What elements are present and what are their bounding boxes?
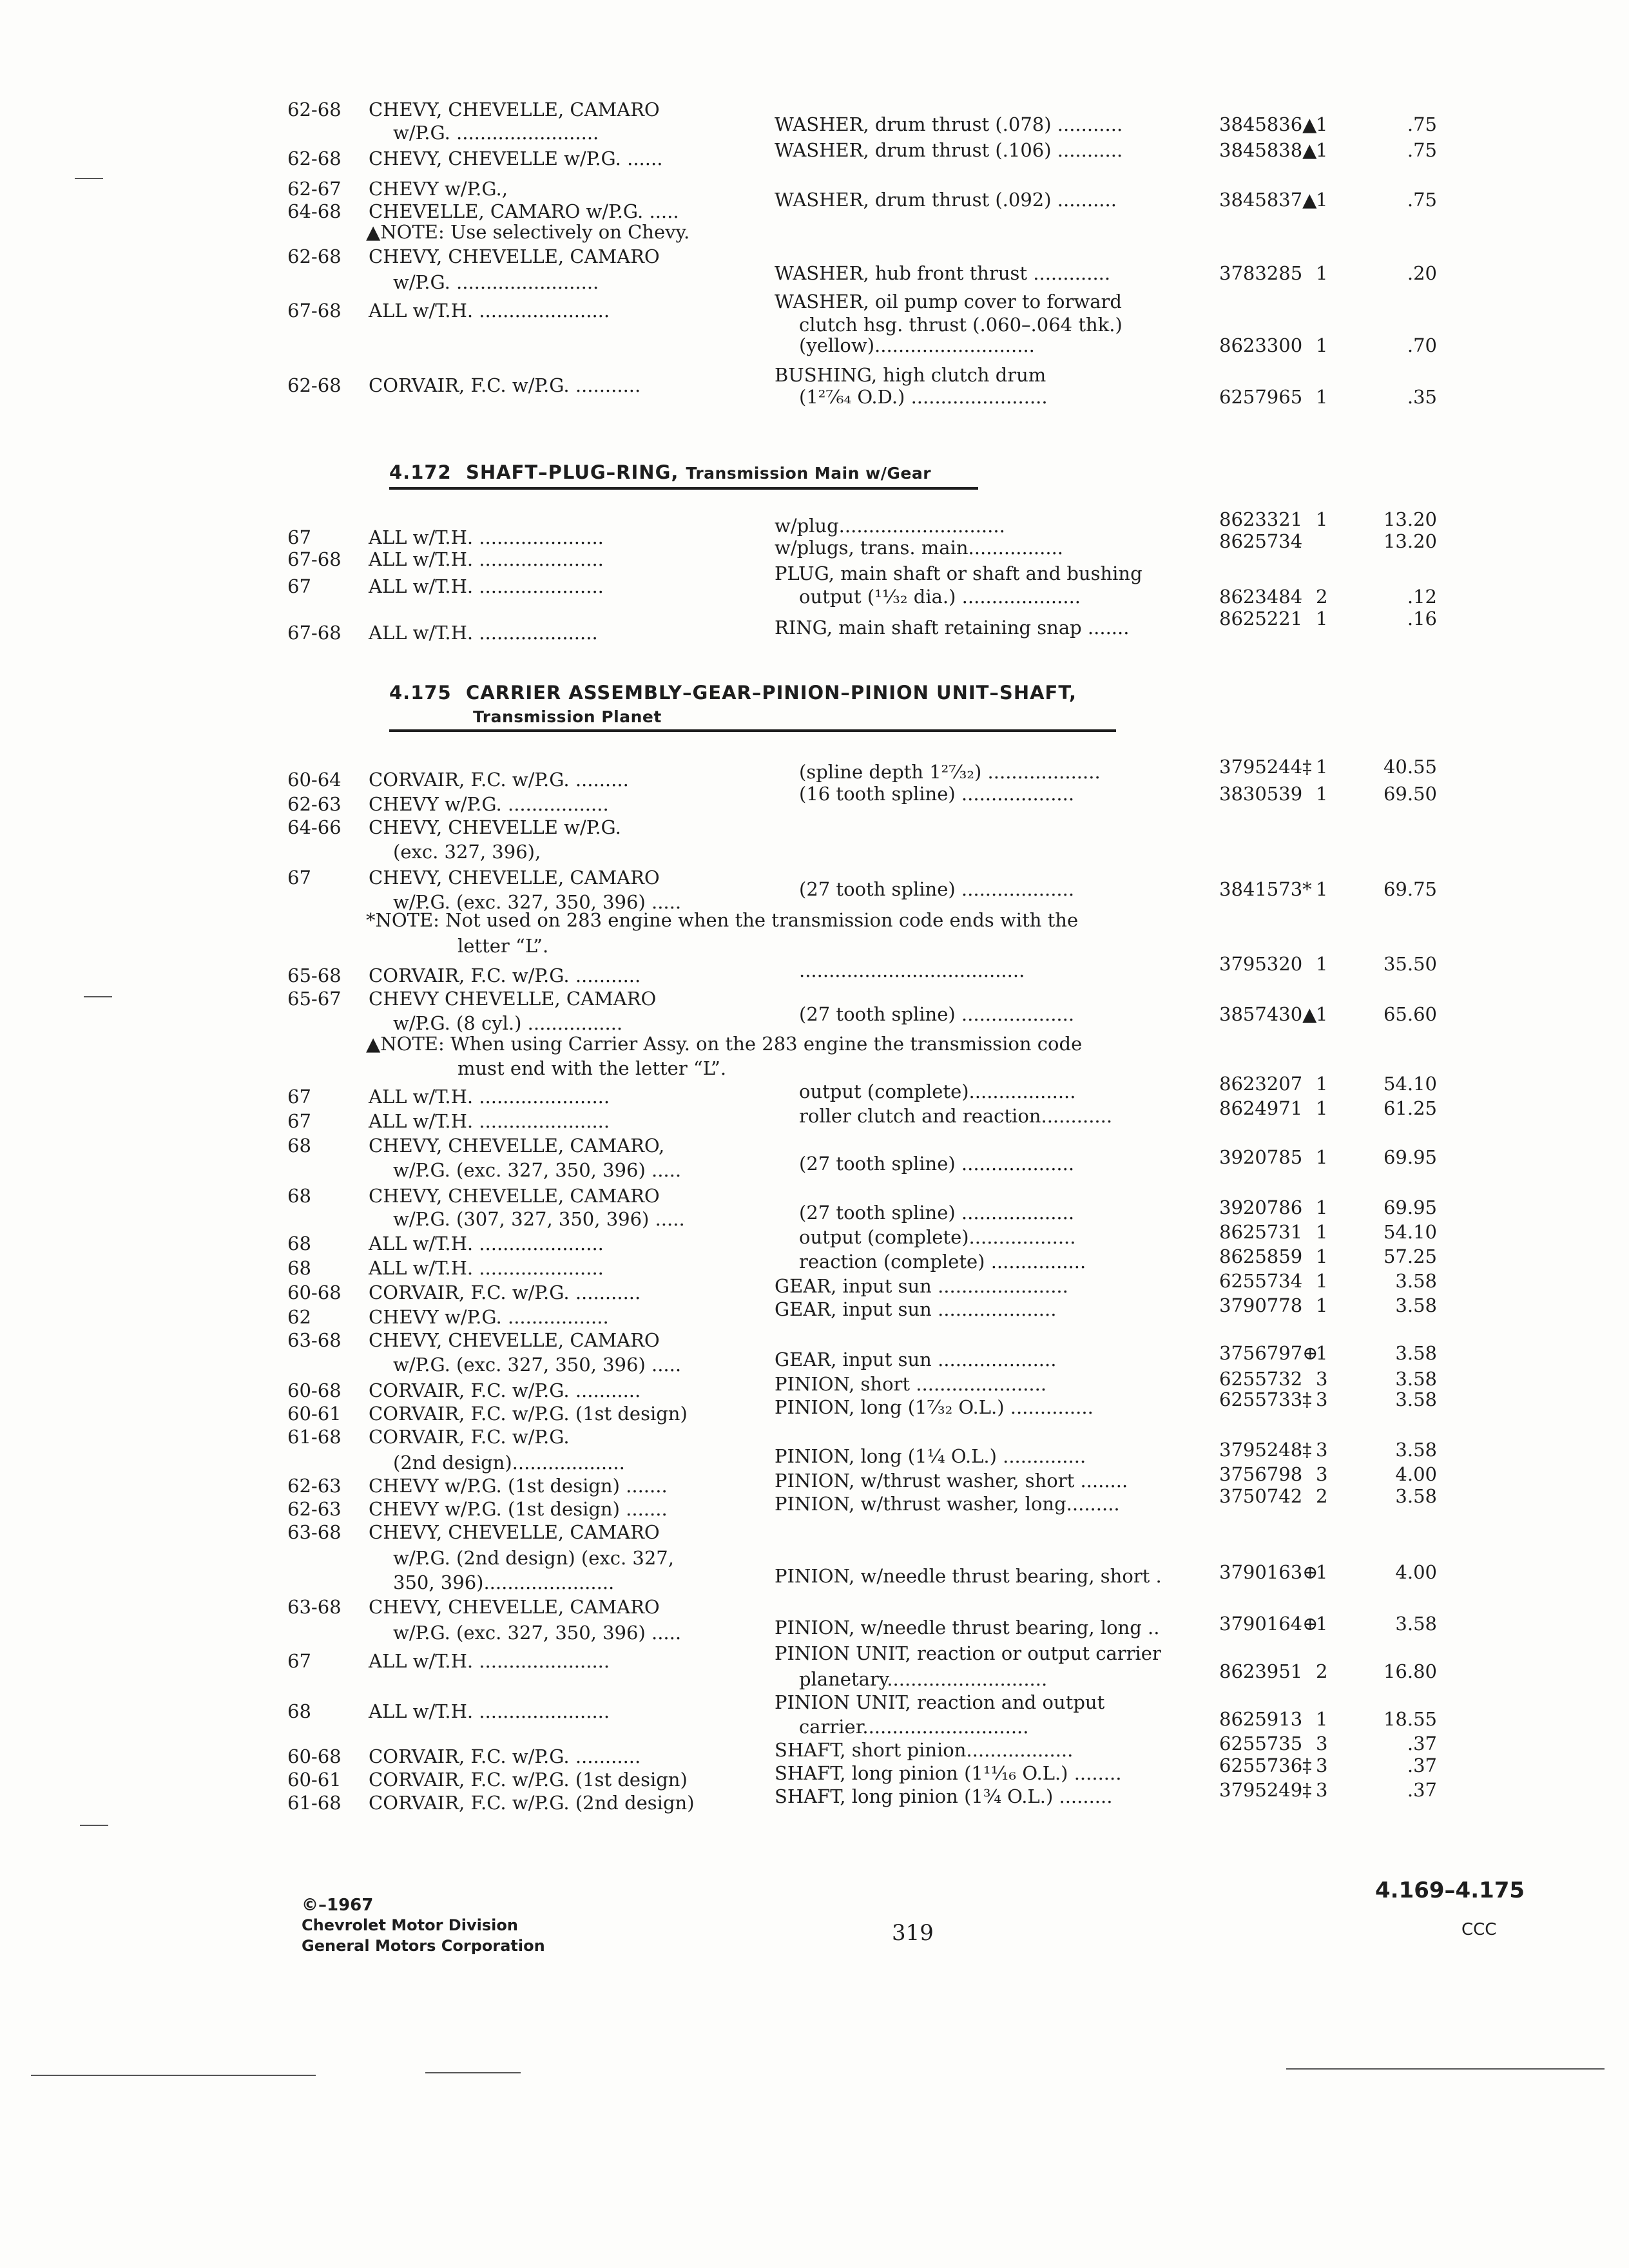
part-number: 8625913 [1219,1708,1303,1730]
model-continued: w/P.G. (8 cyl.) ................ [393,1012,623,1034]
scan-edge-line [425,2072,521,2073]
model: CHEVY w/P.G., [369,178,508,200]
price: 13.20 [1383,530,1437,552]
part-number: 8623484 [1219,586,1303,608]
model-year: 60-68 [287,1282,342,1303]
price: .37 [1407,1733,1437,1754]
quantity: 1 [1316,189,1328,211]
margin-mark [75,178,103,179]
description: RING, main shaft retaining snap ....... [775,617,1130,639]
model-year: 61-68 [287,1792,342,1814]
model: CORVAIR, F.C. w/P.G. (1st design) [369,1403,688,1425]
description: PINION, short ...................... [775,1373,1047,1395]
model-year: 60-61 [287,1769,342,1791]
part-number: 3790163⊕ [1219,1561,1318,1583]
description-continued: (27 tooth spline) ................... [799,1202,1075,1224]
description: WASHER, drum thrust (.078) ........... [775,113,1123,135]
quantity: 2 [1316,586,1328,608]
description-continued: (27 tooth spline) ................... [799,1003,1075,1025]
note: ▲NOTE: Use selectively on Chevy. [366,221,690,243]
price: 4.00 [1395,1463,1437,1485]
part-number: 8625731 [1219,1221,1303,1243]
quantity: 1 [1316,953,1328,975]
table-row [0,219,1629,245]
description: w/plugs, trans. main................ [775,537,1064,559]
quantity: 3 [1316,1439,1328,1461]
model-year: 64-66 [287,816,342,838]
model: ALL w/T.H. ..................... [369,526,604,548]
description: PINION UNIT, reaction or output carrier [775,1642,1161,1664]
table-row [0,332,1629,358]
table-row [0,1304,1629,1330]
model-year: 63-68 [287,1596,342,1618]
margin-mark [84,996,112,997]
note: ▲NOTE: When using Carrier Assy. on the 283 engine the transmission code [366,1033,1083,1055]
table-row [0,963,1629,988]
model-continued: w/P.G. (2nd design) (exc. 327, [393,1547,674,1569]
model-year: 64-68 [287,200,342,222]
description: PINION UNIT, reaction and output [775,1691,1105,1713]
price: 69.50 [1383,783,1437,805]
quantity: 3 [1316,1733,1328,1754]
description: WASHER, drum thrust (.092) .......... [775,189,1117,211]
model-continued: (2nd design)................... [393,1452,625,1474]
price: 3.58 [1395,1389,1437,1410]
price: 13.20 [1383,508,1437,530]
model-continued: w/P.G. ........................ [393,271,599,293]
quantity: 1 [1316,113,1328,135]
model: CHEVY w/P.G. (1st design) ....... [369,1498,668,1520]
price: 69.95 [1383,1196,1437,1218]
description: PINION, w/needle thrust bearing, short . [775,1565,1162,1587]
part-number: 8623207 [1219,1073,1303,1095]
table-row [0,1790,1629,1816]
model: CORVAIR, F.C. w/P.G. ......... [369,769,629,791]
model: CHEVY w/P.G. ................. [369,793,609,815]
model: ALL w/T.H. ...................... [369,1700,610,1722]
part-number: 3750742 [1219,1485,1303,1507]
description-continued: roller clutch and reaction............ [799,1105,1113,1127]
quantity: 1 [1316,1073,1328,1095]
quantity: 1 [1316,386,1328,408]
part-number: 3783285 [1219,262,1303,284]
description: WASHER, oil pump cover to forward [775,291,1122,312]
model-year: 67-68 [287,622,342,644]
table-row [0,1031,1629,1057]
description-continued: (27 tooth spline) ................... [799,1153,1075,1175]
model: ALL w/T.H. ...................... [369,1086,610,1108]
part-number: 3845837▲ [1219,189,1317,211]
quantity: 1 [1316,1146,1328,1168]
price: 54.10 [1383,1221,1437,1243]
part-number: 8623321 [1219,508,1303,530]
model: CHEVY CHEVELLE, CAMARO [369,988,657,1010]
price: 69.75 [1383,878,1437,900]
part-number: 3841573* [1219,878,1312,900]
part-number: 8625734 [1219,530,1303,552]
model: CHEVY, CHEVELLE, CAMARO [369,99,660,120]
note-continued: letter “L”. [458,935,549,957]
model: CHEVY, CHEVELLE, CAMARO [369,1185,660,1207]
description-continued: planetary........................... [799,1668,1048,1690]
copyright: ©–1967 [302,1896,374,1915]
section-underline [389,729,1116,732]
quantity: 1 [1316,1342,1328,1364]
description: GEAR, input sun ...................... [775,1275,1068,1297]
model: ALL w/T.H. ..................... [369,548,604,570]
model: CORVAIR, F.C. w/P.G. ........... [369,1745,641,1767]
page-range: 4.169–4.175 [1375,1878,1525,1903]
part-number: 8625221 [1219,608,1303,629]
section-number: 4.175 [389,682,452,704]
quantity: 3 [1316,1463,1328,1485]
price: 16.80 [1383,1660,1437,1682]
price: .35 [1407,386,1437,408]
model-year: 60-68 [287,1379,342,1401]
model-year: 60-68 [287,1745,342,1767]
table-row [0,791,1629,817]
quantity: 1 [1316,334,1328,356]
model-year: 67 [287,1086,311,1108]
quantity: 1 [1316,1097,1328,1119]
model-year: 62-68 [287,245,342,267]
part-number: 3790778 [1219,1294,1303,1316]
quantity: 1 [1316,1270,1328,1292]
model-year: 61-68 [287,1426,342,1448]
quantity: 1 [1316,1003,1328,1025]
model-continued: 350, 396)...................... [393,1571,615,1593]
table-row [0,1496,1629,1522]
description-continued: output (complete).................. [799,1226,1076,1248]
table-row [0,146,1629,171]
quantity: 3 [1316,1779,1328,1801]
model-year: 65-68 [287,965,342,986]
model: CHEVY, CHEVELLE, CAMARO [369,1521,660,1543]
table-row [0,1519,1629,1545]
quantity: 1 [1316,262,1328,284]
model-continued: w/P.G. (exc. 327, 350, 396) ..... [393,1622,682,1644]
model-year: 65-67 [287,988,342,1010]
quantity: 1 [1316,608,1328,629]
part-number: 3920786 [1219,1196,1303,1218]
model-year: 62-68 [287,374,342,396]
margin-mark [80,1825,108,1826]
section-number: 4.172 [389,461,452,483]
section-subtitle: Transmission Planet [473,707,662,726]
part-number: 3830539 [1219,783,1303,805]
price: 3.58 [1395,1342,1437,1364]
quantity: 3 [1316,1368,1328,1390]
price: 3.58 [1395,1613,1437,1635]
description: SHAFT, long pinion (1¹¹⁄₁₆ O.L.) ........ [775,1762,1122,1784]
part-number: 3795244‡ [1219,756,1312,778]
description-continued: (spline depth 1²⁷⁄₃₂) ................... [799,761,1101,783]
quantity: 3 [1316,1389,1328,1410]
part-number: 6255734 [1219,1270,1303,1292]
model-year: 63-68 [287,1521,342,1543]
model: ALL w/T.H. ...................... [369,1110,610,1132]
page-number: 319 [892,1920,934,1946]
model-year: 68 [287,1233,311,1254]
model-continued: w/P.G. ........................ [393,122,599,144]
price: 69.95 [1383,1146,1437,1168]
description: WASHER, hub front thrust ............. [775,262,1111,284]
section-heading-4-172 [389,461,931,483]
model: ALL w/T.H. .................... [369,622,598,644]
model: CORVAIR, F.C. w/P.G. (1st design) [369,1769,688,1791]
model-year: 62-63 [287,1475,342,1497]
section-title: CARRIER ASSEMBLY–GEAR–PINION–PINION UNIT–SHAFT, [465,682,1077,704]
part-number: 3790164⊕ [1219,1613,1318,1635]
model-year: 67 [287,1110,311,1132]
model: CHEVY, CHEVELLE, CAMARO [369,867,660,889]
table-row [0,1666,1629,1692]
price: 65.60 [1383,1003,1437,1025]
part-number: 6257965 [1219,386,1303,408]
model-year: 62 [287,1306,311,1328]
model: CHEVY, CHEVELLE, CAMARO [369,1596,660,1618]
price: 3.58 [1395,1439,1437,1461]
quantity: 1 [1316,508,1328,530]
description: w/plug............................ [775,515,1005,537]
model-year: 62-68 [287,99,342,120]
price: 57.25 [1383,1245,1437,1267]
table-row [0,1570,1629,1595]
table-row [0,1108,1629,1134]
price: .37 [1407,1779,1437,1801]
table-row [0,620,1629,646]
model: CHEVY, CHEVELLE, CAMARO [369,1329,660,1351]
price: 54.10 [1383,1073,1437,1095]
model-year: 60-61 [287,1403,342,1425]
table-row [0,1401,1629,1427]
quantity: 1 [1316,139,1328,161]
model: CORVAIR, F.C. w/P.G. ........... [369,1379,641,1401]
description: PINION, long (1¼ O.L.) .............. [775,1445,1086,1467]
description: PINION, w/thrust washer, long......... [775,1493,1120,1515]
section-subtitle: Transmission Main w/Gear [686,464,932,483]
section-underline [389,487,978,490]
description-continued: output (¹¹⁄₃₂ dia.) .................... [799,586,1081,608]
scan-edge-line [31,2075,316,2076]
description: PINION, w/needle thrust bearing, long .. [775,1617,1160,1639]
model-year: 62-63 [287,1498,342,1520]
price: 40.55 [1383,756,1437,778]
quantity: 2 [1316,1660,1328,1682]
table-row [0,814,1629,840]
description: SHAFT, short pinion.................. [775,1739,1074,1761]
model-continued: (exc. 327, 396), [393,841,541,863]
part-number: 8624971 [1219,1097,1303,1119]
division-name: Chevrolet Motor Division [302,1916,518,1934]
part-number: 6255736‡ [1219,1754,1312,1776]
table-row [0,839,1629,865]
section-title: SHAFT–PLUG–RING, [465,461,679,483]
model-year: 68 [287,1135,311,1157]
description-continued: reaction (complete) ................ [799,1251,1086,1273]
description: GEAR, input sun .................... [775,1298,1057,1320]
model: CHEVY w/P.G. (1st design) ....... [369,1475,668,1497]
price: .12 [1407,586,1437,608]
description: WASHER, drum thrust (.106) ........... [775,139,1123,161]
model-year: 68 [287,1700,311,1722]
description: SHAFT, long pinion (1¾ O.L.) ......... [775,1785,1113,1807]
part-number: 3845838▲ [1219,139,1317,161]
quantity: 3 [1316,1754,1328,1776]
model-continued: w/P.G. (exc. 327, 350, 396) ..... [393,1159,682,1181]
catalog-code: CCC [1461,1920,1497,1939]
table-row [0,1157,1629,1183]
description: BUSHING, high clutch drum [775,364,1046,386]
model: CHEVELLE, CAMARO w/P.G. ..... [369,200,679,222]
quantity: 1 [1316,783,1328,805]
quantity: 1 [1316,1221,1328,1243]
price: .75 [1407,189,1437,211]
part-number: 3756798 [1219,1463,1303,1485]
price: .70 [1407,334,1437,356]
model: CORVAIR, F.C. w/P.G. ........... [369,965,641,986]
model: CHEVY, CHEVELLE, CAMARO [369,245,660,267]
model: ALL w/T.H. ..................... [369,1257,604,1279]
section-heading-4-175 [389,682,1077,704]
description-continued: clutch hsg. thrust (.060–.064 thk.) [799,314,1123,336]
model: ALL w/T.H. ...................... [369,300,610,322]
part-number: 3920785 [1219,1146,1303,1168]
model-continued: w/P.G. (exc. 327, 350, 396) ..... [393,891,682,913]
model: CHEVY w/P.G. ................. [369,1306,609,1328]
quantity: 1 [1316,878,1328,900]
model-year: 63-68 [287,1329,342,1351]
price: 3.58 [1395,1485,1437,1507]
part-number: 8623300 [1219,334,1303,356]
price: 18.55 [1383,1708,1437,1730]
model-year: 67 [287,526,311,548]
part-number: 3756797⊕ [1219,1342,1318,1364]
description-continued: (yellow)........................... [799,334,1035,356]
model: CORVAIR, F.C. w/P.G. ........... [369,374,641,396]
part-number: 3845836▲ [1219,113,1317,135]
model: ALL w/T.H. ..................... [369,575,604,597]
corporation-name: General Motors Corporation [302,1937,545,1955]
price: 3.58 [1395,1294,1437,1316]
description-continued: (27 tooth spline) ................... [799,878,1075,900]
quantity: 1 [1316,756,1328,778]
price: 35.50 [1383,953,1437,975]
quantity: 1 [1316,1708,1328,1730]
model-year: 62-67 [287,178,342,200]
quantity: 1 [1316,1196,1328,1218]
quantity: 1 [1316,1613,1328,1635]
model-year: 68 [287,1257,311,1279]
table-row [0,384,1629,410]
part-number: 6255735 [1219,1733,1303,1754]
part-number: 3857430▲ [1219,1003,1317,1025]
part-number: 3795320 [1219,953,1303,975]
part-number: 3795248‡ [1219,1439,1312,1461]
model: ALL w/T.H. ...................... [369,1650,610,1672]
price: .16 [1407,608,1437,629]
model: CHEVY, CHEVELLE, CAMARO, [369,1135,665,1157]
part-number: 8625859 [1219,1245,1303,1267]
table-row [0,907,1629,933]
description-continued: ...................................... [799,959,1025,981]
model: ALL w/T.H. ..................... [369,1233,604,1254]
model: CORVAIR, F.C. w/P.G. ........... [369,1282,641,1303]
model-continued: w/P.G. (exc. 327, 350, 396) ..... [393,1354,682,1376]
model-year: 67 [287,867,311,889]
price: .37 [1407,1754,1437,1776]
model: CHEVY, CHEVELLE w/P.G. ...... [369,148,663,169]
model: CHEVY, CHEVELLE w/P.G. [369,816,621,838]
part-number: 8623951 [1219,1660,1303,1682]
quantity: 1 [1316,1561,1328,1583]
description: PINION, long (1⁷⁄₃₂ O.L.) .............. [775,1396,1094,1418]
model-year: 67 [287,1650,311,1672]
model: CORVAIR, F.C. w/P.G. (2nd design) [369,1792,695,1814]
part-number: 6255732 [1219,1368,1303,1390]
note-continued: must end with the letter “L”. [458,1057,727,1079]
description: GEAR, input sun .................... [775,1349,1057,1370]
quantity: 1 [1316,1245,1328,1267]
price: 4.00 [1395,1561,1437,1583]
model-year: 62-68 [287,148,342,169]
price: .20 [1407,262,1437,284]
model-year: 67-68 [287,300,342,322]
part-number: 3795249‡ [1219,1779,1312,1801]
model-year: 68 [287,1185,311,1207]
price: 3.58 [1395,1368,1437,1390]
model-year: 67-68 [287,548,342,570]
model-continued: w/P.G. (307, 327, 350, 396) ..... [393,1208,685,1230]
model-year: 62-63 [287,793,342,815]
description-continued: (16 tooth spline) ................... [799,783,1075,805]
model-year: 60-64 [287,769,342,791]
quantity: 1 [1316,1294,1328,1316]
description-continued: output (complete).................. [799,1081,1076,1102]
description: PLUG, main shaft or shaft and bushing [775,562,1142,584]
model-year: 67 [287,575,311,597]
price: 61.25 [1383,1097,1437,1119]
scan-edge-line [1286,2068,1605,2070]
price: .75 [1407,139,1437,161]
part-number: 6255733‡ [1219,1389,1312,1410]
price: .75 [1407,113,1437,135]
price: 3.58 [1395,1270,1437,1292]
description: PINION, w/thrust washer, short ........ [775,1470,1128,1492]
note: *NOTE: Not used on 283 engine when the transmission code ends with the [366,909,1079,931]
quantity: 2 [1316,1485,1328,1507]
model: CORVAIR, F.C. w/P.G. [369,1426,570,1448]
description-continued: carrier............................ [799,1716,1029,1738]
description-continued: (1²⁷⁄₆₄ O.D.) ....................... [799,386,1048,408]
